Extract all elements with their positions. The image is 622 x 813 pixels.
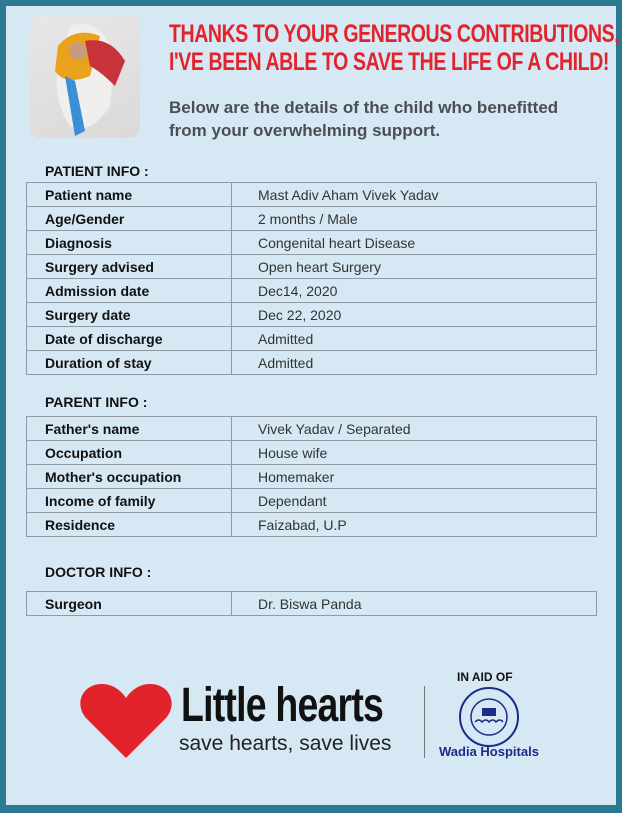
- field-label: Surgeon: [27, 592, 232, 616]
- table-row: [27, 255, 597, 279]
- field-value: 2 months / Male: [232, 207, 597, 231]
- parent-info-heading: PARENT INFO :: [45, 394, 148, 410]
- table-row: [27, 417, 597, 441]
- table-row: [27, 279, 597, 303]
- field-value: Admitted: [232, 351, 597, 375]
- field-label: Residence: [27, 513, 232, 537]
- field-label: Mother's occupation: [27, 465, 232, 489]
- field-label: Surgery advised: [27, 255, 232, 279]
- table-row: [27, 465, 597, 489]
- table-row: [27, 207, 597, 231]
- field-label: Date of discharge: [27, 327, 232, 351]
- wadia-seal-logo: [458, 686, 520, 748]
- field-value: Admitted: [232, 327, 597, 351]
- field-label: Age/Gender: [27, 207, 232, 231]
- table-row: [27, 327, 597, 351]
- field-value: Faizabad, U.P: [232, 513, 597, 537]
- table-row: [27, 351, 597, 375]
- table-row: [27, 513, 597, 537]
- table-row: [27, 183, 597, 207]
- field-label: Occupation: [27, 441, 232, 465]
- field-value: Open heart Surgery: [232, 255, 597, 279]
- hospital-name: Wadia Hospitals: [439, 744, 539, 759]
- headline: [169, 20, 619, 76]
- brand-tagline: save hearts, save lives: [179, 732, 392, 755]
- field-value: Dec 22, 2020: [232, 303, 597, 327]
- child-photo: [30, 16, 140, 138]
- poster: [6, 6, 620, 805]
- field-label: Admission date: [27, 279, 232, 303]
- field-label: Diagnosis: [27, 231, 232, 255]
- table-row: [27, 489, 597, 513]
- field-value: Dependant: [232, 489, 597, 513]
- field-value: Vivek Yadav / Separated: [232, 417, 597, 441]
- field-label: Income of family: [27, 489, 232, 513]
- doctor-info-heading: DOCTOR INFO :: [45, 564, 152, 580]
- table-row: [27, 441, 597, 465]
- table-row: [27, 231, 597, 255]
- patient-info-heading: PATIENT INFO :: [45, 163, 149, 179]
- field-value: Congenital heart Disease: [232, 231, 597, 255]
- divider: [424, 686, 425, 758]
- table-row: [27, 303, 597, 327]
- field-label: Patient name: [27, 183, 232, 207]
- field-value: Mast Adiv Aham Vivek Yadav: [232, 183, 597, 207]
- table-row: [27, 592, 597, 616]
- patient-info-table: [26, 182, 597, 375]
- brand-name: Little hearts: [181, 679, 384, 732]
- headline-line: THANKS TO YOUR GENEROUS CONTRIBUTIONS,: [169, 20, 620, 48]
- field-value: Dr. Biswa Panda: [232, 592, 597, 616]
- heart-icon: [80, 682, 172, 758]
- subtitle: Below are the details of the child who benefitted from your overwhelming support.: [169, 98, 559, 140]
- field-value: Dec14, 2020: [232, 279, 597, 303]
- field-label: Father's name: [27, 417, 232, 441]
- field-value: Homemaker: [232, 465, 597, 489]
- field-label: Surgery date: [27, 303, 232, 327]
- headline-line: I'VE BEEN ABLE TO SAVE THE LIFE OF A CHILD!: [169, 48, 610, 76]
- doctor-info-table: [26, 591, 597, 616]
- parent-info-table: [26, 416, 597, 537]
- field-value: House wife: [232, 441, 597, 465]
- field-label: Duration of stay: [27, 351, 232, 375]
- in-aid-of-label: IN AID OF: [457, 670, 513, 684]
